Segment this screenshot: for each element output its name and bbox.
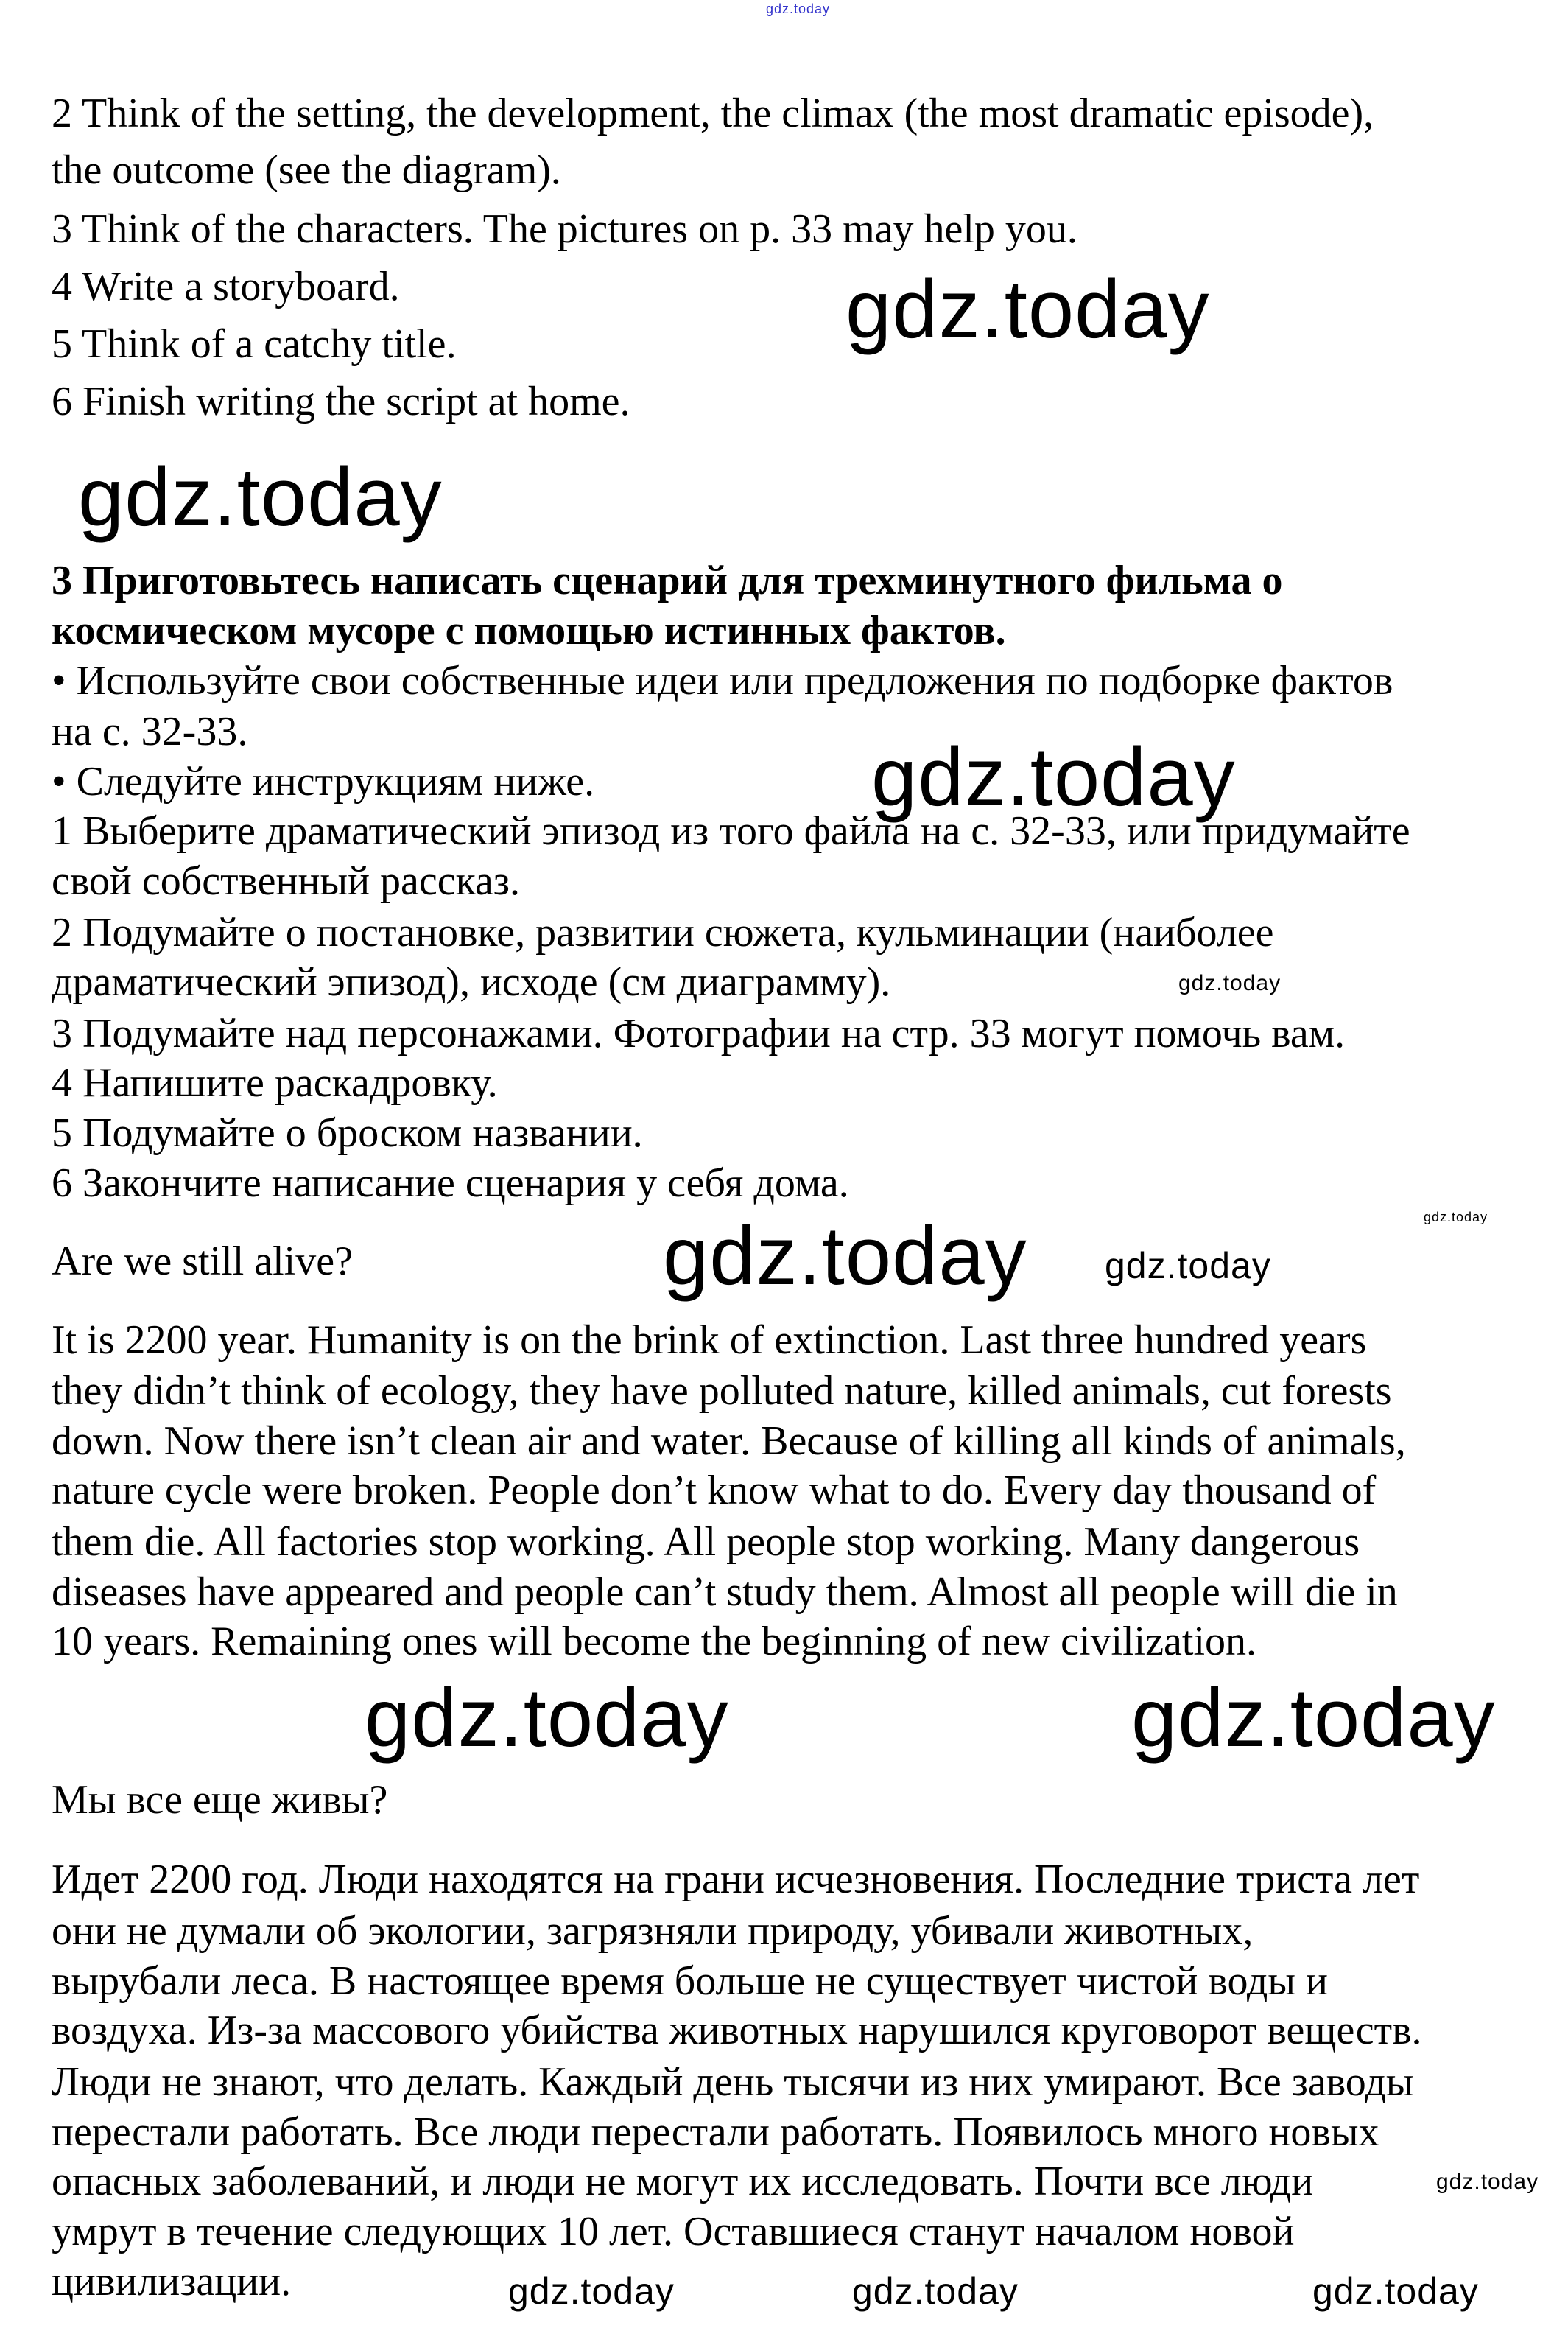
story-line: nature cycle were broken. People don’t know what to do. Every day thousand of xyxy=(52,1468,1377,1513)
watermark: gdz.today xyxy=(845,263,1210,355)
task-line: на с. 32-33. xyxy=(52,709,248,754)
watermark: gdz.today xyxy=(663,1210,1027,1302)
story-line: It is 2200 year. Humanity is on the brink of extinction. Last three hundred years xyxy=(52,1317,1367,1363)
story-line: воздуха. Из-за массового убийства животных нарушился круговорот веществ. xyxy=(52,2008,1422,2053)
story-line: down. Now there isn’t clean air and water. Because of killing all kinds of animals, xyxy=(52,1418,1406,1464)
story-line: diseases have appeared and people can’t study them. Almost all people will die in xyxy=(52,1569,1398,1615)
story-line: they didn’t think of ecology, they have polluted nature, killed animals, cut forests xyxy=(52,1368,1392,1414)
task-line: 2 Подумайте о постановке, развитии сюжета, кульминации (наиболее xyxy=(52,910,1274,956)
step-line: 2 Think of the setting, the development, the climax (the most dramatic episode), xyxy=(52,91,1374,136)
story-line: цивилизации. xyxy=(52,2259,292,2304)
watermark: gdz.today xyxy=(508,2271,675,2312)
watermark: gdz.today xyxy=(365,1672,729,1764)
watermark: gdz.today xyxy=(1131,1672,1496,1764)
story-line: перестали работать. Все люди перестали работать. Появилось много новых xyxy=(52,2109,1379,2155)
task-line: 3 Подумайте над персонажами. Фотографии на стр. 33 могут помочь вам. xyxy=(52,1011,1346,1056)
story-line: Идет 2200 год. Люди находятся на грани исчезновения. Последние триста лет xyxy=(52,1857,1420,1902)
task-line: • Следуйте инструкциям ниже. xyxy=(52,759,595,805)
watermark: gdz.today xyxy=(1436,2170,1539,2194)
task-heading: космическом мусоре с помощью истинных фактов. xyxy=(52,608,1006,653)
story-line: опасных заболеваний, и люди не могут их исследовать. Почти все люди xyxy=(52,2159,1314,2204)
task-line: • Используйте свои собственные идеи или предложения по подборке фактов xyxy=(52,658,1393,704)
watermark: gdz.today xyxy=(1424,1210,1488,1224)
story-line: умрут в течение следующих 10 лет. Оставшиеся станут началом новой xyxy=(52,2209,1295,2254)
watermark: gdz.today xyxy=(78,451,443,543)
story-line: они не думали об экологии, загрязняли природу, убивали животных, xyxy=(52,1908,1254,1954)
task-line: свой собственный рассказ. xyxy=(52,858,520,904)
watermark-top[interactable]: gdz.today xyxy=(766,1,831,16)
watermark: gdz.today xyxy=(1105,1245,1271,1286)
watermark: gdz.today xyxy=(852,2271,1019,2312)
task-line: 1 Выберите драматический эпизод из того файла на с. 32-33, или придумайте xyxy=(52,808,1410,854)
story-line: вырубали леса. В настоящее время больше не существует чистой воды и xyxy=(52,1958,1328,2004)
task-line: 4 Напишите раскадровку. xyxy=(52,1060,498,1106)
step-line: the outcome (see the diagram). xyxy=(52,147,561,193)
watermark: gdz.today xyxy=(1178,971,1282,995)
step-line: 6 Finish writing the script at home. xyxy=(52,379,630,424)
task-line: 5 Подумайте о броском названии. xyxy=(52,1110,643,1156)
story-title: Are we still alive? xyxy=(52,1238,353,1284)
story-title: Мы все еще живы? xyxy=(52,1777,388,1823)
task-line: 6 Закончите написание сценария у себя дома. xyxy=(52,1160,849,1206)
story-line: Люди не знают, что делать. Каждый день тысячи из них умирают. Все заводы xyxy=(52,2059,1414,2105)
step-line: 3 Think of the characters. The pictures on p. 33 may help you. xyxy=(52,206,1077,252)
watermark: gdz.today xyxy=(871,731,1236,823)
story-line: them die. All factories stop working. All people stop working. Many dangerous xyxy=(52,1519,1360,1565)
watermark: gdz.today xyxy=(1312,2271,1479,2312)
task-line: драматический эпизод), исходе (см диаграмму). xyxy=(52,959,891,1005)
task-heading: 3 Приготовьтесь написать сценарий для трехминутного фильма о xyxy=(52,558,1283,603)
step-line: 5 Think of a catchy title. xyxy=(52,321,457,367)
step-line: 4 Write a storyboard. xyxy=(52,264,400,309)
story-line: 10 years. Remaining ones will become the beginning of new civilization. xyxy=(52,1619,1257,1664)
